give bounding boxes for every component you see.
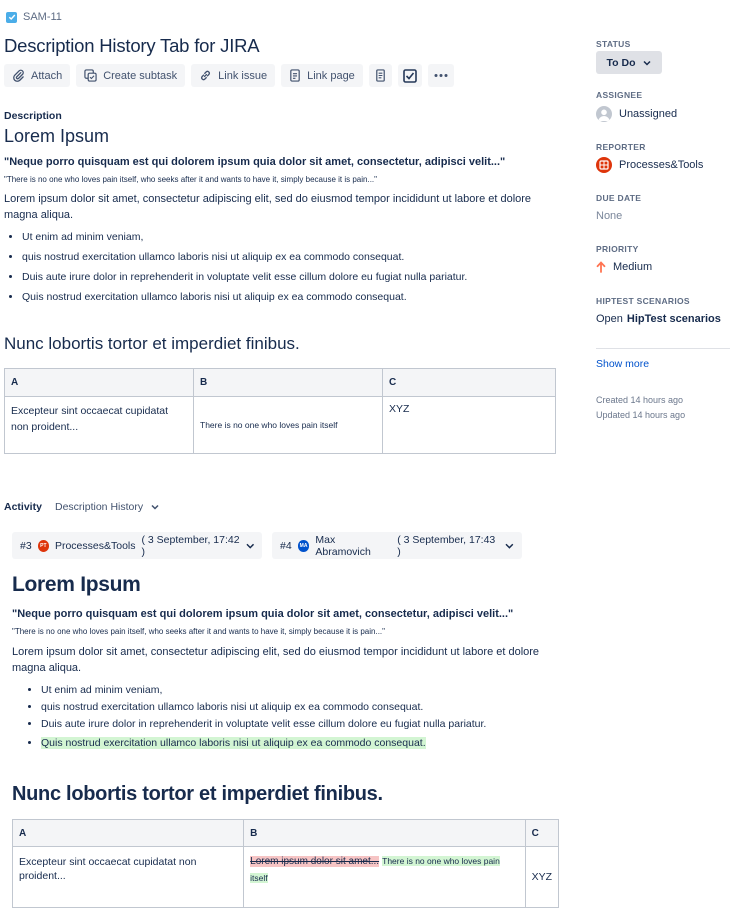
added-text: Quis nostrud exercitation ullamco laboris nisi ut aliquip ex ea commodo consequat. <box>41 737 426 749</box>
version-author: Processes&Tools <box>54 539 136 552</box>
table-header: C <box>525 820 558 847</box>
diff-table <box>12 819 559 908</box>
list-item-added <box>41 733 560 753</box>
author-avatar-icon: MA <box>298 540 310 552</box>
diff-subheading: Nunc lobortis tortor et imperdiet finibus. <box>12 783 383 805</box>
version-select-from[interactable] <box>12 532 262 559</box>
created-timestamp: Created 14 hours ago <box>596 395 684 405</box>
table-header: C <box>383 369 556 397</box>
hiptest-link[interactable]: HipTest scenarios <box>626 313 721 325</box>
table-cell: XYZ <box>383 397 556 454</box>
version-date: ( 3 September, 17:43 ) <box>397 533 496 558</box>
list-item: • Quis nostrud exercitation ullamco laboris nisi ut aliquip ex ea commodo consequat. <box>22 287 552 307</box>
description-label: Description <box>4 110 62 122</box>
assignee-field[interactable] <box>596 106 677 122</box>
more-actions-button[interactable] <box>428 64 454 87</box>
priority-value: Medium <box>613 261 653 273</box>
paperclip-icon <box>12 69 25 82</box>
table-cell: There is no one who loves pain itself <box>194 397 383 454</box>
diff-paragraph: Lorem ipsum dolor sit amet, consectetur adipiscing elit, sed do eiusmod tempor incididunt ut labore et dolore magna aliqua. <box>12 646 540 674</box>
description-table <box>4 368 556 454</box>
chevron-down-icon <box>505 543 514 549</box>
diff-quote-small: "There is no one who loves pain itself, who seeks after it and wants to have it, simply because it is pain..." <box>12 627 385 636</box>
create-subtask-button[interactable] <box>76 64 185 87</box>
due-date-value[interactable]: None <box>596 210 623 222</box>
priority-medium-arrow-icon <box>596 261 606 273</box>
diff-quote-bold: "Neque porro quisquam est qui dolorem ipsum quia dolor sit amet, consectetur, adipisci velit..." <box>12 608 514 620</box>
reporter-field[interactable] <box>596 157 703 173</box>
link-icon <box>199 69 212 82</box>
table-header: A <box>5 369 194 397</box>
link-page-button[interactable] <box>281 64 363 87</box>
issue-key[interactable] <box>6 11 62 23</box>
chevron-down-icon <box>246 543 254 549</box>
hiptest-prefix: Open <box>596 313 623 325</box>
issue-title[interactable]: Description History Tab for JIRA <box>4 35 260 56</box>
link-page-label: Link page <box>307 69 355 82</box>
table-row <box>13 847 559 908</box>
description-heading: Lorem Ipsum <box>4 126 110 146</box>
description-body[interactable] <box>4 126 552 454</box>
assignee-value: Unassigned <box>619 108 678 120</box>
hiptest-label: HIPTEST SCENARIOS <box>596 296 690 306</box>
table-row <box>5 397 556 454</box>
table-cell: Excepteur sint occaecat cupidatat non proident... <box>13 847 244 908</box>
table-cell: Excepteur sint occaecat cupidatat non proident... <box>5 397 194 454</box>
checkbox-icon <box>403 69 417 83</box>
priority-label: PRIORITY <box>596 244 639 254</box>
create-subtask-label: Create subtask <box>103 69 178 82</box>
status-dropdown[interactable] <box>596 51 662 74</box>
table-header: B <box>244 820 525 847</box>
document-app-button[interactable] <box>369 64 392 87</box>
diff-body <box>12 573 560 908</box>
assignee-label: ASSIGNEE <box>596 90 643 100</box>
sidebar-divider <box>596 348 730 349</box>
checklist-app-button[interactable] <box>398 64 422 87</box>
attach-label: Attach <box>31 69 63 82</box>
due-date-label: DUE DATE <box>596 193 642 203</box>
status-label: STATUS <box>596 39 631 49</box>
link-issue-label: Link issue <box>218 69 268 82</box>
activity-label: Activity <box>4 501 42 513</box>
reporter-avatar-icon <box>596 157 612 173</box>
issue-toolbar <box>4 64 454 87</box>
description-quote-bold: "Neque porro quisquam est qui dolorem ipsum quia dolor sit amet, consectetur, adipisci velit..." <box>4 156 506 168</box>
updated-timestamp: Updated 14 hours ago <box>596 410 686 420</box>
description-subheading: Nunc lobortis tortor et imperdiet finibus. <box>4 334 300 353</box>
unassigned-avatar-icon <box>596 106 612 122</box>
added-text: There is no one who loves pain itself <box>250 856 500 883</box>
page-icon <box>289 69 301 82</box>
reporter-value: Processes&Tools <box>619 159 704 171</box>
table-header-row <box>13 820 559 847</box>
activity-filter-value: Description History <box>55 501 144 513</box>
table-cell: XYZ <box>525 847 558 908</box>
diff-heading: Lorem Ipsum <box>12 573 141 596</box>
issue-key-label: SAM-11 <box>23 11 62 23</box>
version-select-to[interactable] <box>272 532 522 559</box>
list-item: • quis nostrud exercitation ullamco laboris nisi ut aliquip ex ea commodo consequat. <box>41 699 560 716</box>
reporter-label: REPORTER <box>596 142 646 152</box>
author-avatar-icon: PT <box>38 540 49 552</box>
version-number: #4 <box>280 539 292 552</box>
chevron-down-icon <box>151 504 159 510</box>
status-value: To Do <box>606 56 636 69</box>
list-item: • quis nostrud exercitation ullamco laboris nisi ut aliquip ex ea commodo consequat. <box>22 247 552 267</box>
link-issue-button[interactable] <box>191 64 275 87</box>
more-icon <box>433 69 449 82</box>
version-date: ( 3 September, 17:42 ) <box>141 533 240 558</box>
table-cell-diff <box>244 847 525 908</box>
description-bullet-list <box>4 227 552 307</box>
table-header-row <box>5 369 556 397</box>
attach-button[interactable] <box>4 64 70 87</box>
version-author: Max Abramovich <box>315 533 371 558</box>
activity-filter-dropdown[interactable] <box>55 501 159 513</box>
document-icon <box>374 69 387 82</box>
table-header: B <box>194 369 383 397</box>
show-more-link[interactable]: Show more <box>596 358 650 370</box>
table-header: A <box>13 820 244 847</box>
list-item: • Duis aute irure dolor in reprehenderit in voluptate velit esse cillum dolore eu fugiat nulla pariatur. <box>22 267 552 287</box>
task-type-icon <box>6 12 17 23</box>
version-number: #3 <box>20 539 32 552</box>
priority-field[interactable] <box>596 261 652 273</box>
list-item: • Ut enim ad minim veniam, <box>22 227 552 247</box>
list-item: • Duis aute irure dolor in reprehenderit in voluptate velit esse cillum dolore eu fugiat nulla pariatur. <box>41 716 560 733</box>
description-paragraph: Lorem ipsum dolor sit amet, consectetur adipiscing elit, sed do eiusmod tempor incididunt ut labore et dolore magna aliqua. <box>4 193 532 221</box>
removed-text: Lorem ipsum dolor sit amet... <box>250 856 380 867</box>
hiptest-field <box>596 313 721 325</box>
description-quote-small: "There is no one who loves pain itself, who seeks after it and wants to have it, simply because it is pain..." <box>4 175 377 184</box>
subtask-icon <box>84 69 97 82</box>
diff-bullet-list <box>12 682 560 753</box>
list-item: • Ut enim ad minim veniam, <box>41 682 560 699</box>
chevron-down-icon <box>643 60 651 66</box>
